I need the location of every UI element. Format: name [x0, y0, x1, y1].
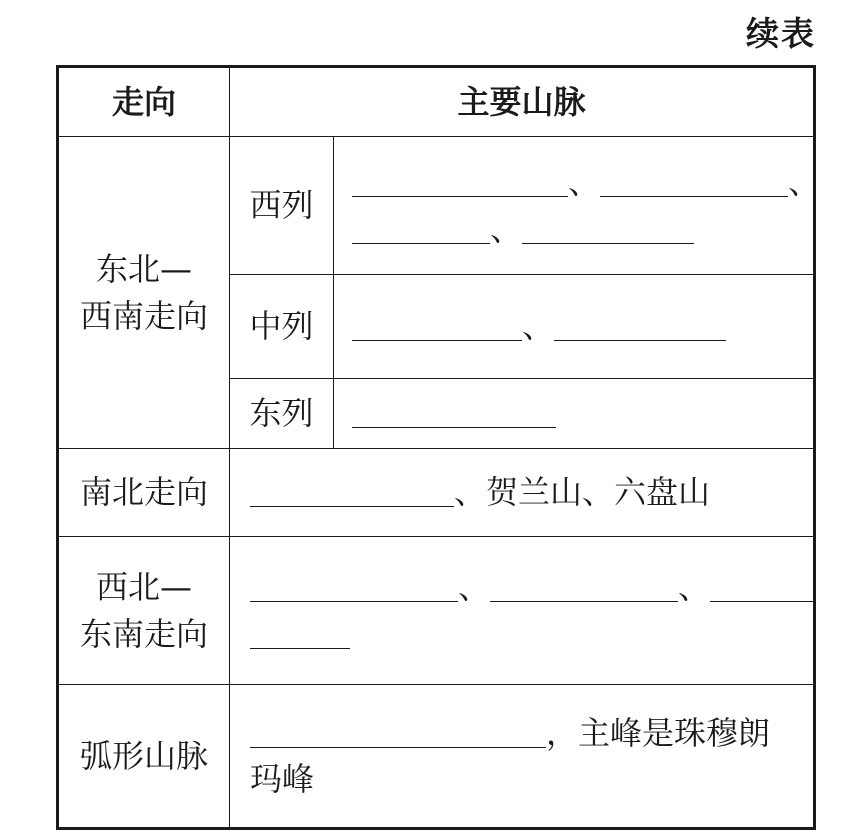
- middle-range-label: 中列: [230, 275, 334, 379]
- arc-main-peak-text-cont: 玛峰: [250, 760, 315, 798]
- west-range-label: 西列: [230, 137, 334, 275]
- arc-main-peak-text: ，主峰是珠穆朗: [546, 713, 771, 752]
- west-range-answers: 、 、 、: [334, 137, 815, 275]
- table-header-row: [58, 67, 815, 137]
- answer-blank[interactable]: [352, 213, 490, 244]
- answer-blank[interactable]: [554, 310, 726, 341]
- table-row-west: [58, 137, 815, 275]
- table-row-nw-se: [58, 537, 815, 685]
- arc-answers: [230, 685, 815, 829]
- ns-known-mountains: 、贺兰山、六盘山: [454, 473, 711, 512]
- answer-blank[interactable]: [710, 571, 814, 602]
- table-row-arc: [58, 685, 815, 829]
- east-range-answers: [334, 379, 815, 449]
- answer-blank[interactable]: [522, 213, 694, 244]
- answer-blank[interactable]: [250, 618, 350, 649]
- header-main-mountains: 主要山脉: [230, 67, 815, 137]
- answer-blank[interactable]: [250, 476, 454, 507]
- answer-blank[interactable]: [352, 166, 568, 197]
- answer-blank[interactable]: [352, 397, 556, 428]
- answer-blank[interactable]: [490, 571, 678, 602]
- middle-range-answers: 、: [334, 275, 815, 379]
- answer-blank[interactable]: [600, 166, 788, 197]
- mountain-ranges-table: [56, 65, 821, 830]
- table-row-north-south: [58, 449, 815, 537]
- answer-blank[interactable]: [250, 717, 546, 748]
- direction-arc: 弧形山脉: [58, 685, 230, 829]
- answer-blank[interactable]: [250, 571, 458, 602]
- direction-ne-sw: 东北— 西南走向: [58, 137, 230, 449]
- east-range-label: 东列: [230, 379, 334, 449]
- direction-nw-se: 西北— 东南走向: [58, 537, 230, 685]
- continued-table-label: 续表: [746, 14, 816, 53]
- header-direction: 走向: [58, 67, 230, 137]
- ns-answers: [230, 449, 815, 537]
- nw-se-answers: 、 、: [230, 537, 815, 685]
- direction-ns: 南北走向: [58, 449, 230, 537]
- answer-blank[interactable]: [352, 310, 522, 341]
